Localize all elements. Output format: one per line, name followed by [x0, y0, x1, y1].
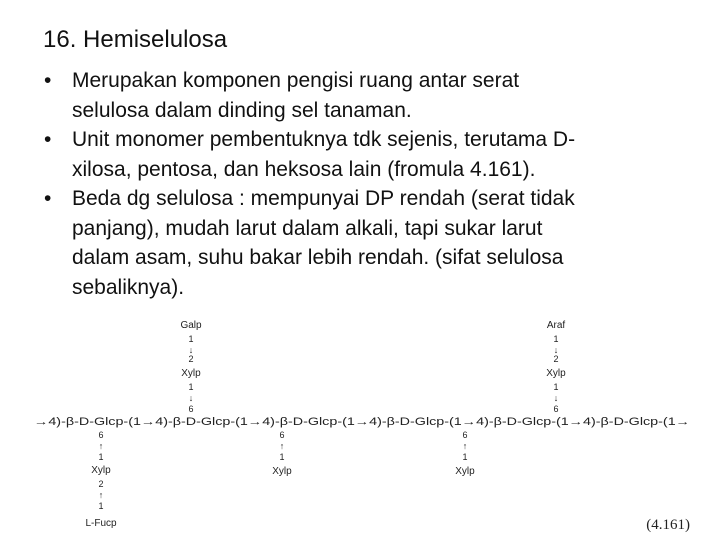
branch-text: 2: [553, 354, 559, 364]
branch-text: 1: [279, 452, 285, 462]
formula-branch: [85, 430, 117, 529]
branch-text: 2: [98, 479, 104, 489]
formula-branch: [180, 320, 202, 414]
bullet-line: Unit monomer pembentuknya tdk sejenis, terutama D-: [72, 128, 576, 151]
bullet-marker: •: [44, 187, 52, 210]
arrow-icon: ↓: [188, 345, 194, 355]
branch-text: 6: [98, 430, 104, 440]
bullet-line: xilosa, pentosa, dan heksosa lain (fromula 4.161).: [72, 157, 536, 181]
branch-text: 1: [188, 334, 194, 344]
formula-branch: [272, 430, 292, 477]
arrow-icon: ↑: [462, 441, 468, 451]
branch-text: Xylp: [91, 465, 111, 476]
branch-text: Xylp: [546, 368, 566, 379]
slide-title: 16. Hemiselulosa: [43, 26, 228, 53]
branch-text: 1: [553, 382, 559, 392]
branch-text: Galp: [180, 320, 202, 331]
branch-text: Xylp: [272, 466, 292, 477]
branch-text: 1: [462, 452, 468, 462]
branch-text: 6: [188, 404, 194, 414]
branch-text: 6: [553, 404, 559, 414]
branch-text: 1: [188, 382, 194, 392]
formula-number: (4.161): [646, 517, 690, 533]
bullet-line: panjang), mudah larut dalam alkali, tapi sukar larut: [72, 216, 543, 240]
bullet-marker: •: [44, 69, 52, 92]
arrow-icon: ↑: [279, 441, 285, 451]
bullet-line: sebaliknya).: [72, 275, 185, 299]
branch-text: L-Fucp: [85, 518, 117, 529]
arrow-icon: ↓: [553, 393, 559, 403]
bullet-line: Beda dg selulosa : mempunyai DP rendah (serat tidak: [72, 187, 575, 210]
bullet-marker: •: [44, 128, 52, 151]
branch-text: 6: [279, 430, 285, 440]
arrow-icon: ↑: [98, 490, 104, 500]
formula-branch: [455, 430, 475, 477]
branch-text: Xylp: [181, 368, 201, 379]
branch-text: Araf: [546, 320, 566, 331]
arrow-icon: ↓: [188, 393, 194, 403]
bullet-line: Merupakan komponen pengisi ruang antar serat: [72, 69, 520, 92]
branch-text: 1: [553, 334, 559, 344]
branch-text: 6: [462, 430, 468, 440]
arrow-icon: ↑: [98, 441, 104, 451]
branch-text: 2: [188, 354, 194, 364]
branch-text: Xylp: [455, 466, 475, 477]
formula-branch: [546, 320, 566, 414]
bullet-line: dalam asam, suhu bakar lebih rendah. (sifat selulosa: [72, 246, 564, 269]
arrow-icon: ↓: [553, 345, 559, 355]
bullet-line: selulosa dalam dinding sel tanaman.: [72, 98, 412, 122]
formula-backbone: →4)-β-D-Glcp-(1→4)-β-D-Glcp-(1→4)-β-D-Glcp-(1→4)-β-D-Glcp-(1→4)-β-D-Glcp-(1→4)-β-D-Glcp-(1→: [34, 416, 690, 428]
branch-text: 1: [98, 501, 104, 511]
branch-text: 1: [98, 452, 104, 462]
